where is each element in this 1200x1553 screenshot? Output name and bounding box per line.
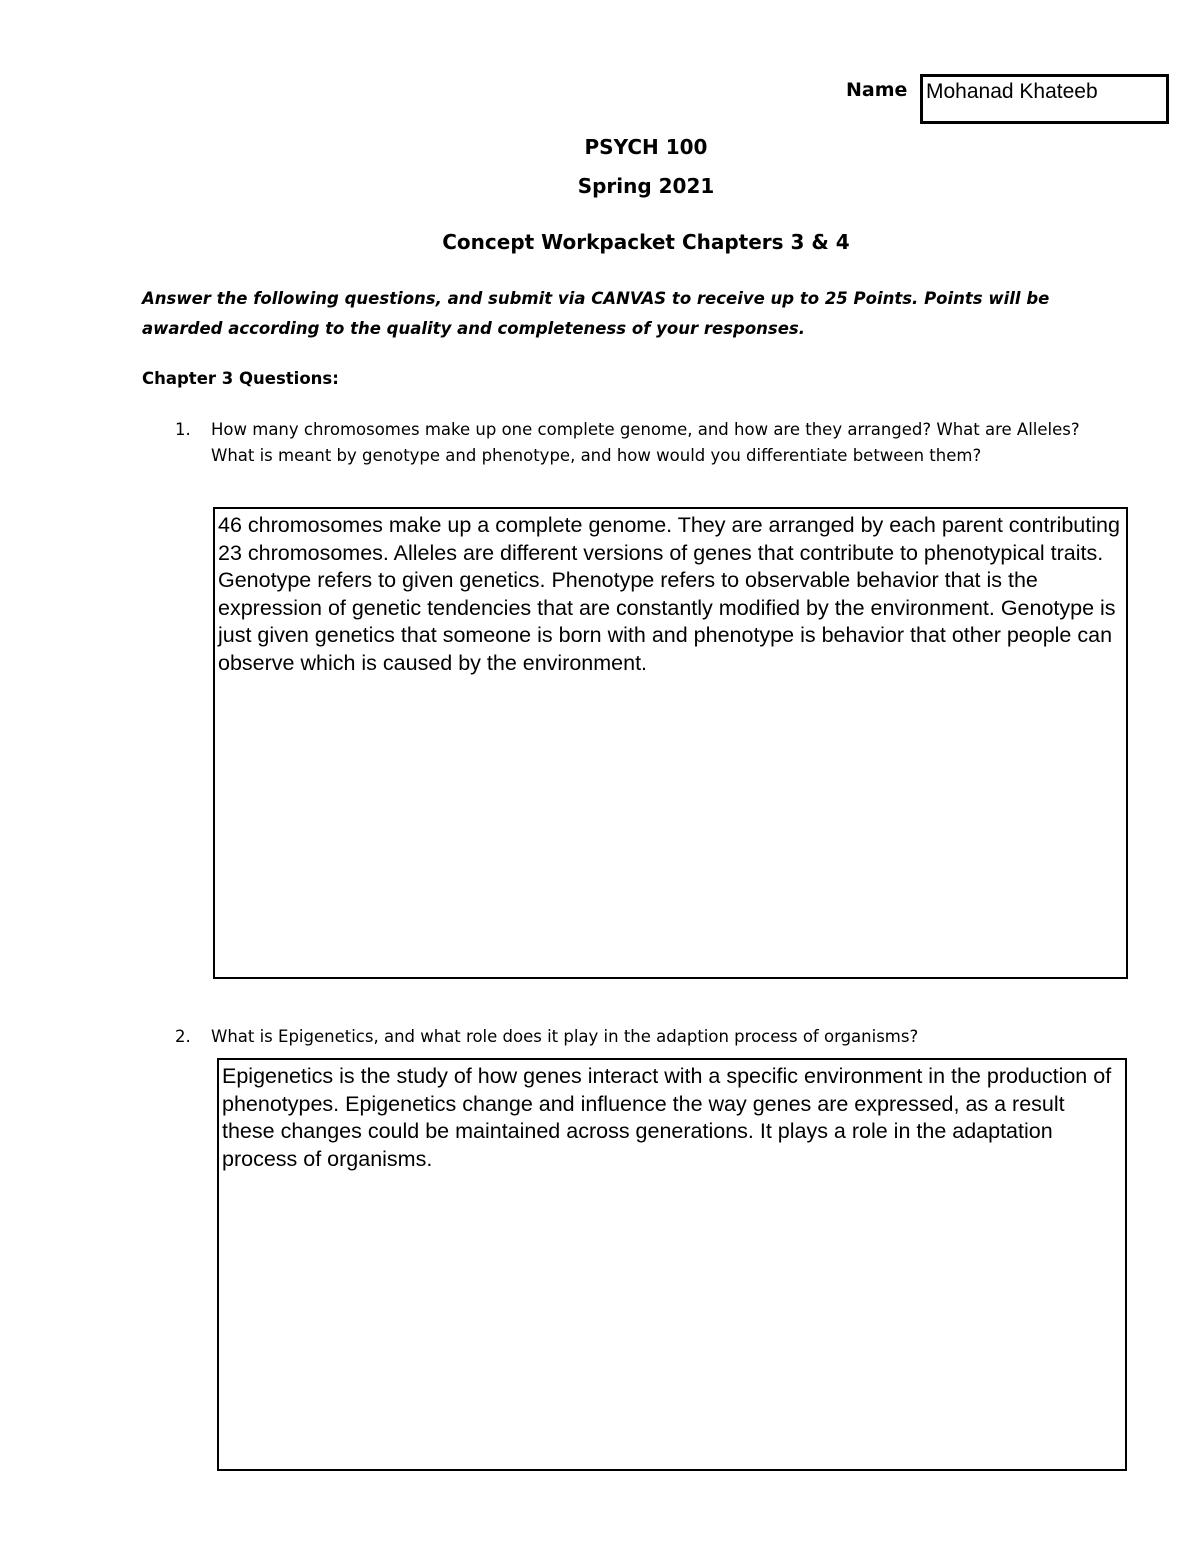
chapter-heading: Chapter 3 Questions: (142, 369, 339, 388)
question-2-number: 2. (175, 1027, 191, 1046)
question-2-text: What is Epigenetics, and what role does it play in the adaption process of organisms? (211, 1027, 919, 1046)
instructions: Answer the following questions, and submit via CANVAS to receive up to 25 Points. Points will be awarded according to the quality and completeness of your responses. (142, 289, 1050, 338)
name-label: Name (846, 79, 908, 101)
answer-2-field[interactable]: Epigenetics is the study of how genes interact with a specific environment in the production of phenotypes. Epigenetics change and influence the way genes are expressed, as a result these changes could be maintained across generations. It plays a role in the adaptation process of organisms. (217, 1058, 1127, 1471)
term-title: Spring 2021 (577, 174, 715, 198)
answer-1-field[interactable]: 46 chromosomes make up a complete genome. They are arranged by each parent contributing 23 chromosomes. Alleles are different versions of genes that contribute to phenotypical traits. Genotype refers to given genetics. Phenotype refers to observable behavior that is the expression of genetic tendencies that are constantly modified by the environment. Genotype is just given genetics that someone is born with and phenotype is behavior that other people can observe which is caused by the environment. (213, 507, 1128, 979)
packet-title: Concept Workpacket Chapters 3 & 4 (442, 230, 850, 254)
question-1-text: How many chromosomes make up one complete genome, and how are they arranged? What are Alleles? What is meant by genotype and phenotype, and how would you differentiate between them? (211, 420, 1080, 465)
name-field[interactable]: Mohanad Khateeb (920, 74, 1169, 124)
question-1-number: 1. (175, 420, 191, 439)
course-title: PSYCH 100 (584, 135, 708, 159)
